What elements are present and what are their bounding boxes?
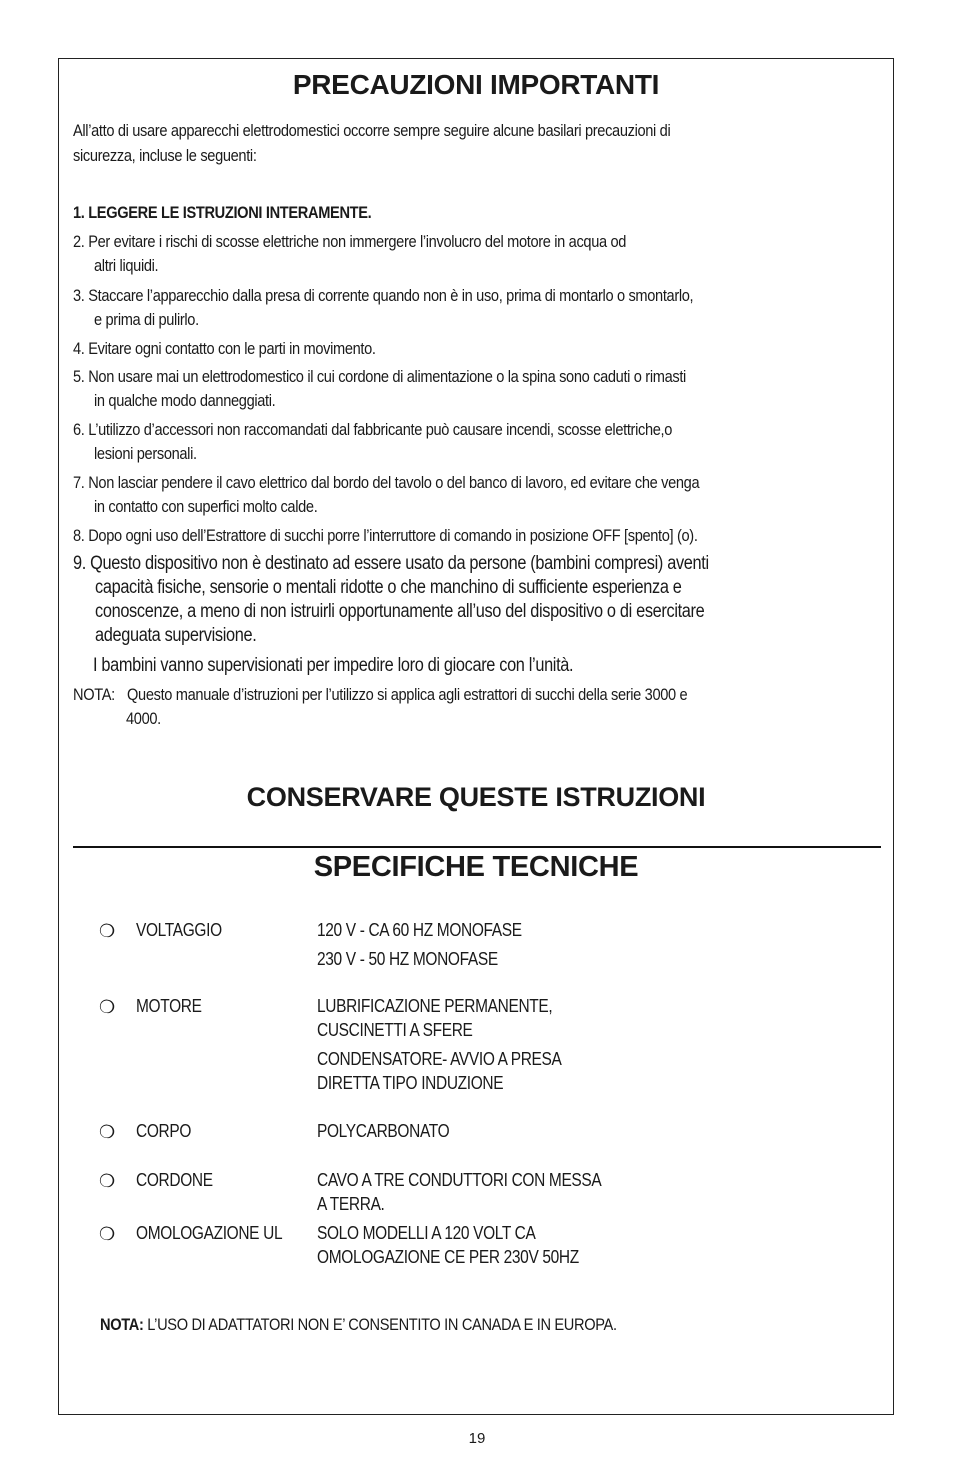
bullet-icon: ❍ (99, 997, 116, 1017)
spec-value: SOLO MODELLI A 120 VOLT CA (317, 1223, 536, 1243)
page-number: 19 (468, 1430, 486, 1447)
intro-line-1: All’atto di usare apparecchi elettrodomestici occorre sempre seguire alcune basilari precauzioni di (73, 121, 671, 140)
save-instructions-title: CONSERVARE QUESTE ISTRUZIONI (246, 782, 706, 812)
spec-label-voltaggio: VOLTAGGIO (136, 920, 222, 940)
spec-value: CAVO A TRE CONDUTTORI CON MESSA (317, 1170, 602, 1190)
precaution-item-8: 8. Dopo ogni uso dell’Estrattore di succhi porre l’interruttore di comando in posizione OFF [spento] (o). (73, 526, 698, 545)
precaution-item-7: 7. Non lasciar pendere il cavo elettrico dal bordo del tavolo o del banco di lavoro, ed evitare che venga (73, 473, 700, 492)
nota-line-2: 4000. (126, 709, 161, 728)
specs-nota-label: NOTA: (100, 1315, 144, 1334)
precaution-item-3-cont: e prima di pulirlo. (94, 310, 199, 329)
precaution-item-9-cont-1: capacità fisiche, sensorie o mentali ridotte o che manchino di sufficiente esperienza e (95, 577, 682, 598)
spec-value: 120 V - CA 60 HZ MONOFASE (317, 920, 522, 940)
intro-line-2: sicurezza, incluse le seguenti: (73, 146, 257, 165)
precaution-item-9: 9. Questo dispositivo non è destinato ad essere usato da persone (bambini compresi) aventi (73, 553, 709, 574)
spec-value: CONDENSATORE- AVVIO A PRESA (317, 1049, 562, 1069)
bullet-icon: ❍ (99, 1122, 116, 1142)
nota-label: NOTA: (73, 685, 115, 704)
page-frame (58, 58, 894, 1415)
precaution-item-7-cont: in contatto con superfici molto calde. (94, 497, 318, 516)
spec-label-motore: MOTORE (136, 996, 202, 1016)
precaution-item-3: 3. Staccare l’apparecchio dalla presa di corrente quando non è in uso, prima di montarlo o smontarlo, (73, 286, 694, 305)
precaution-item-9-cont-3: adeguata supervisione. (95, 625, 257, 646)
spec-value: LUBRIFICAZIONE PERMANENTE, (317, 996, 553, 1016)
children-note: I bambini vanno supervisionati per impedire loro di giocare con l’unità. (93, 655, 574, 676)
spec-value: A TERRA. (317, 1194, 385, 1214)
precaution-item-2-cont: altri liquidi. (94, 256, 159, 275)
specs-nota (100, 1315, 617, 1335)
spec-value: DIRETTA TIPO INDUZIONE (317, 1073, 504, 1093)
bullet-icon: ❍ (99, 1224, 116, 1244)
spec-value: POLYCARBONATO (317, 1121, 450, 1141)
precaution-item-9-cont-2: conoscenze, a meno di non istruirli opportunamente all’uso del dispositivo o di esercitare (95, 601, 705, 622)
nota-line-1: Questo manuale d’istruzioni per l’utilizzo si applica agli estrattori di succhi della serie 3000 e (127, 685, 688, 704)
spec-label-cordone: CORDONE (136, 1170, 213, 1190)
precaution-item-5-cont: in qualche modo danneggiati. (94, 391, 276, 410)
precaution-item-6-cont: lesioni personali. (94, 444, 197, 463)
bullet-icon: ❍ (99, 1171, 116, 1191)
precaution-item-2: 2. Per evitare i rischi di scosse elettriche non immergere l’involucro del motore in acqua od (73, 232, 627, 251)
spec-label-corpo: CORPO (136, 1121, 192, 1141)
precautions-title: PRECAUZIONI IMPORTANTI (292, 69, 660, 100)
precaution-item-6: 6. L’utilizzo d’accessori non raccomandati dal fabbricante può causare incendi, scosse elettriche,o (73, 420, 673, 439)
precaution-item-4: 4. Evitare ogni contatto con le parti in movimento. (73, 339, 376, 358)
specs-nota-text: L’USO DI ADATTATORI NON E’ CONSENTITO IN CANADA E IN EUROPA. (143, 1315, 617, 1334)
section-divider (73, 846, 881, 848)
precaution-item-5: 5. Non usare mai un elettrodomestico il cui cordone di alimentazione o la spina sono caduti o rimasti (73, 367, 686, 386)
spec-value: CUSCINETTI A SFERE (317, 1020, 473, 1040)
spec-value: 230 V - 50 HZ MONOFASE (317, 949, 498, 969)
spec-value: OMOLOGAZIONE CE PER 230V 50HZ (317, 1247, 579, 1267)
precaution-item-1: 1. LEGGERE LE ISTRUZIONI INTERAMENTE. (73, 203, 372, 222)
bullet-icon: ❍ (99, 921, 116, 941)
specs-title: SPECIFICHE TECNICHE (313, 851, 639, 883)
spec-label-omologazione: OMOLOGAZIONE UL (136, 1223, 283, 1243)
